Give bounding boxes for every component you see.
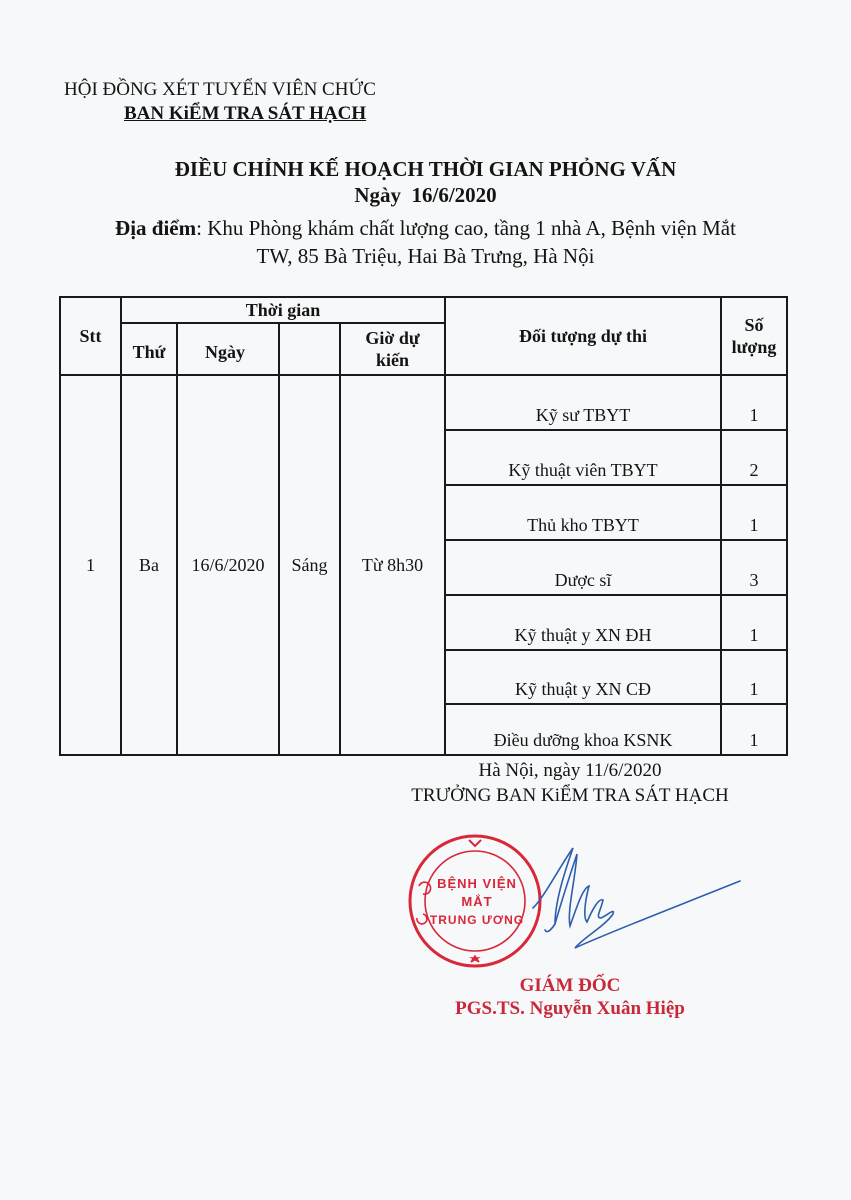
document-date: Ngày 16/6/2020 <box>354 183 497 207</box>
row-quantity: 1 <box>749 625 759 645</box>
row-quantity: 1 <box>749 405 759 425</box>
row-position: Kỹ sư TBYT <box>535 405 631 425</box>
cell-date: 16/6/2020 <box>191 555 265 575</box>
location-line-1 <box>0 216 851 241</box>
document-title: ĐIỀU CHỈNH KẾ HOẠCH THỜI GIAN PHỎNG VẤN <box>174 157 677 181</box>
location-line-2: TW, 85 Bà Triệu, Hai Bà Trưng, Hà Nội <box>256 244 595 268</box>
stamp-line-2: MẮT <box>461 894 493 909</box>
stamp-text <box>430 876 524 927</box>
row-quantity: 1 <box>749 730 759 750</box>
stamp-line-3: TRUNG ƯƠNG <box>429 913 525 927</box>
row-position: Kỹ thuật y XN ĐH <box>514 625 652 645</box>
board-name: BAN KiỂM TRA SÁT HẠCH <box>124 103 367 124</box>
row-position: Kỹ thuật viên TBYT <box>508 460 658 480</box>
place-date: Hà Nội, ngày 11/6/2020 <box>478 760 662 781</box>
council-name: HỘI ĐỒNG XÉT TUYỂN VIÊN CHỨC <box>64 79 376 100</box>
header-weekday: Thứ <box>132 342 166 362</box>
cell-stt: 1 <box>86 555 95 575</box>
official-stamp <box>405 826 745 976</box>
signatory-position: GIÁM ĐỐC <box>519 975 621 996</box>
header-candidates: Đối tượng dự thi <box>518 326 648 346</box>
location-text: : Khu Phòng khám chất lượng cao, tầng 1 nhà A, Bệnh viện Mắt <box>196 216 736 240</box>
schedule-table <box>59 296 788 756</box>
row-position: Kỹ thuật y XN CĐ <box>515 679 651 699</box>
location-label: Địa điểm <box>115 216 197 240</box>
cell-session: Sáng <box>291 555 328 575</box>
stamp-line-1: BỆNH VIỆN <box>437 876 517 891</box>
row-quantity: 1 <box>749 679 759 699</box>
header-time-group: Thời gian <box>245 300 321 320</box>
handwritten-signature <box>533 848 740 948</box>
row-position: Thủ kho TBYT <box>527 515 639 535</box>
cell-weekday: Ba <box>139 555 159 575</box>
signatory-name: PGS.TS. Nguyễn Xuân Hiệp <box>455 998 685 1019</box>
cell-expected-time: Từ 8h30 <box>361 555 424 575</box>
header-date: Ngày <box>205 342 245 362</box>
row-quantity: 1 <box>749 515 759 535</box>
row-position: Dược sĩ <box>554 570 612 590</box>
header-expected-time: Giờ dự kiến <box>365 328 420 370</box>
row-quantity: 3 <box>749 570 759 590</box>
header-session <box>280 324 339 374</box>
signatory-title: TRƯỞNG BAN KiỂM TRA SÁT HẠCH <box>411 785 729 806</box>
row-quantity: 2 <box>749 460 759 480</box>
row-position: Điều dưỡng khoa KSNK <box>493 730 673 750</box>
header-quantity: Số lượng <box>731 315 777 357</box>
header-stt: Stt <box>79 326 102 346</box>
